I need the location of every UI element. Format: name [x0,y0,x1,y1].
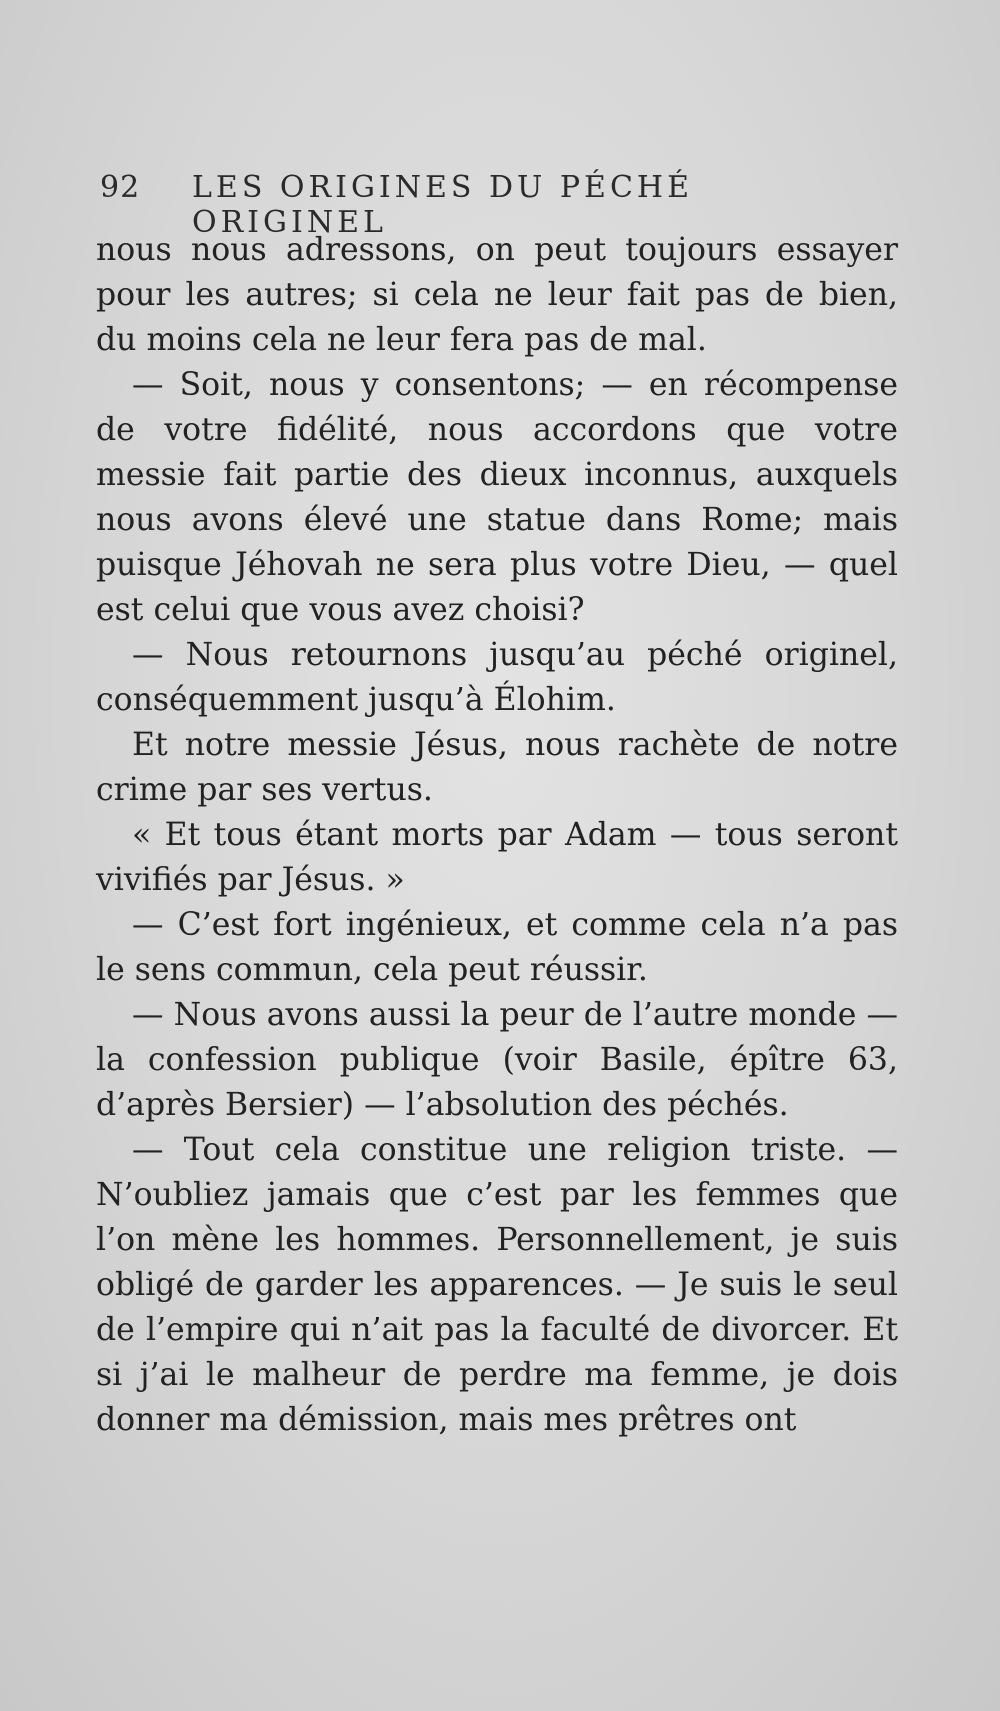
paragraph: Et notre messie Jésus, nous rachète de notre crime par ses vertus. [96,727,898,808]
paragraph: — Soit, nous y consentons; — en récompense de votre fidélité, nous accordons que votre messie fait partie des dieux inconnus, auxquels nous avons élevé une statue dans Rome; mais puisque Jéhovah ne sera plus votre Dieu, — quel est celui que vous avez choisi? [96,367,898,628]
paragraph: — Nous retournons jusqu’au péché originel, conséquemment jusqu’à Élohim. [96,637,898,718]
paragraph: « Et tous étant morts par Adam — tous seront vivifiés par Jésus. » [96,817,898,898]
paragraph: — C’est fort ingénieux, et comme cela n’a pas le sens commun, cela peut réussir. [96,907,898,988]
running-title: LES ORIGINES DU PÉCHÉ ORIGINEL [192,170,693,240]
page-number: 92 [100,170,141,205]
running-header [100,170,860,240]
paragraph: — Nous avons aussi la peur de l’autre monde — la confession publique (voir Basile, épître 63, d’après Bersier) — l’absolution des péchés. [96,997,898,1123]
paragraph: nous nous adressons, on peut toujours essayer pour les autres; si cela ne leur fait pas de bien, du moins cela ne leur fera pas de mal. [96,232,898,358]
paragraph: — Tout cela constitue une religion triste. — N’oubliez jamais que c’est par les femmes que l’on mène les hommes. Personnellement, je suis obligé de garder les apparences. — Je suis le seul de l’empire qui n’ait pas la faculté de divorcer. Et si j’ai le malheur de perdre ma femme, je dois donner ma démission, mais mes prêtres ont [96,1132,898,1438]
body-text [96,228,898,1443]
